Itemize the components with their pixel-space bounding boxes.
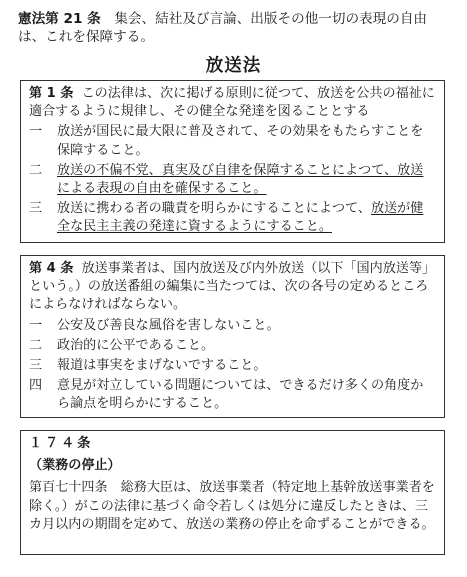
article-4-text: 放送事業者は、国内放送及び内外放送（以下「国内放送等」という。）の放送番組の編集に当たつては、次の各号の定めるところによらなければならない。: [29, 261, 436, 313]
article-4-label: 第 4 条: [29, 261, 74, 276]
item-number: 四: [29, 378, 43, 394]
law-title: 放送法: [205, 56, 262, 76]
article-174-subheading: （業務の停止）: [29, 458, 121, 474]
item-text-wrap: [57, 200, 436, 236]
item-text-wrap: [57, 162, 436, 198]
item-text: 放送に携わる者の職責を明らかにすることによつて、: [57, 201, 371, 217]
article-4-item-3: [29, 357, 436, 375]
article-4-item-4: [29, 377, 436, 413]
article-174-text: 第百七十四条 総務大臣は、放送事業者（特定地上基幹放送事業者を除く。）がこの法律に基づく命令若しくは処分に違反したときは、三カ月以内の期間を定めて、放送の業務の停止を命ずることができる。: [29, 480, 435, 532]
constitution-article-21: [18, 10, 454, 46]
article-1-label: 第 1 条: [29, 86, 74, 101]
item-text: 公安及び善良な風俗を害しないこと。: [57, 317, 280, 333]
article-1-item-1: [29, 123, 436, 159]
article-4-box: [20, 255, 445, 418]
item-text: 放送が国民に最大限に普及されて、その効果をもたらすことを保障すること。: [57, 124, 424, 158]
constitution-article-text: 集会、結社及び言論、出版その他一切の表現の自由は、これを保障する。: [18, 11, 428, 45]
article-1-item-3: [29, 200, 436, 236]
item-text-underlined: 放送が健全な民主主義の発達に資するようにすること。: [57, 201, 424, 235]
item-number: 三: [29, 201, 43, 217]
article-4-item-1: [29, 317, 436, 335]
item-text: 報道は事実をまげないですること。: [57, 358, 267, 374]
item-number: 一: [29, 317, 43, 333]
item-number: 一: [29, 124, 43, 140]
item-number: 二: [29, 162, 43, 178]
item-text-underlined: 放送の不偏不党、真実及び自律を保障することによつて、放送による表現の自由を確保すること。: [57, 162, 424, 197]
article-1-box: [20, 80, 445, 243]
item-number: 二: [29, 337, 43, 353]
article-1-intro: [29, 85, 436, 121]
item-text: 政治的に公平であること。: [57, 337, 215, 353]
article-1-text: この法律は、次に掲げる原則に従つて、放送を公共の福祉に適合するように規律し、その健全な発達を図ることとする: [29, 86, 435, 120]
item-text: 意見が対立している問題については、できるだけ多くの角度から論点を明らかにすること。: [57, 378, 424, 412]
article-174-heading: １７４条: [29, 436, 94, 451]
article-174-box: [20, 430, 445, 555]
constitution-article-label: 憲法第 21 条: [18, 11, 101, 27]
article-4-item-2: [29, 337, 436, 355]
item-number: 三: [29, 358, 43, 374]
article-1-item-2: [29, 162, 436, 198]
article-4-intro: [29, 260, 436, 315]
